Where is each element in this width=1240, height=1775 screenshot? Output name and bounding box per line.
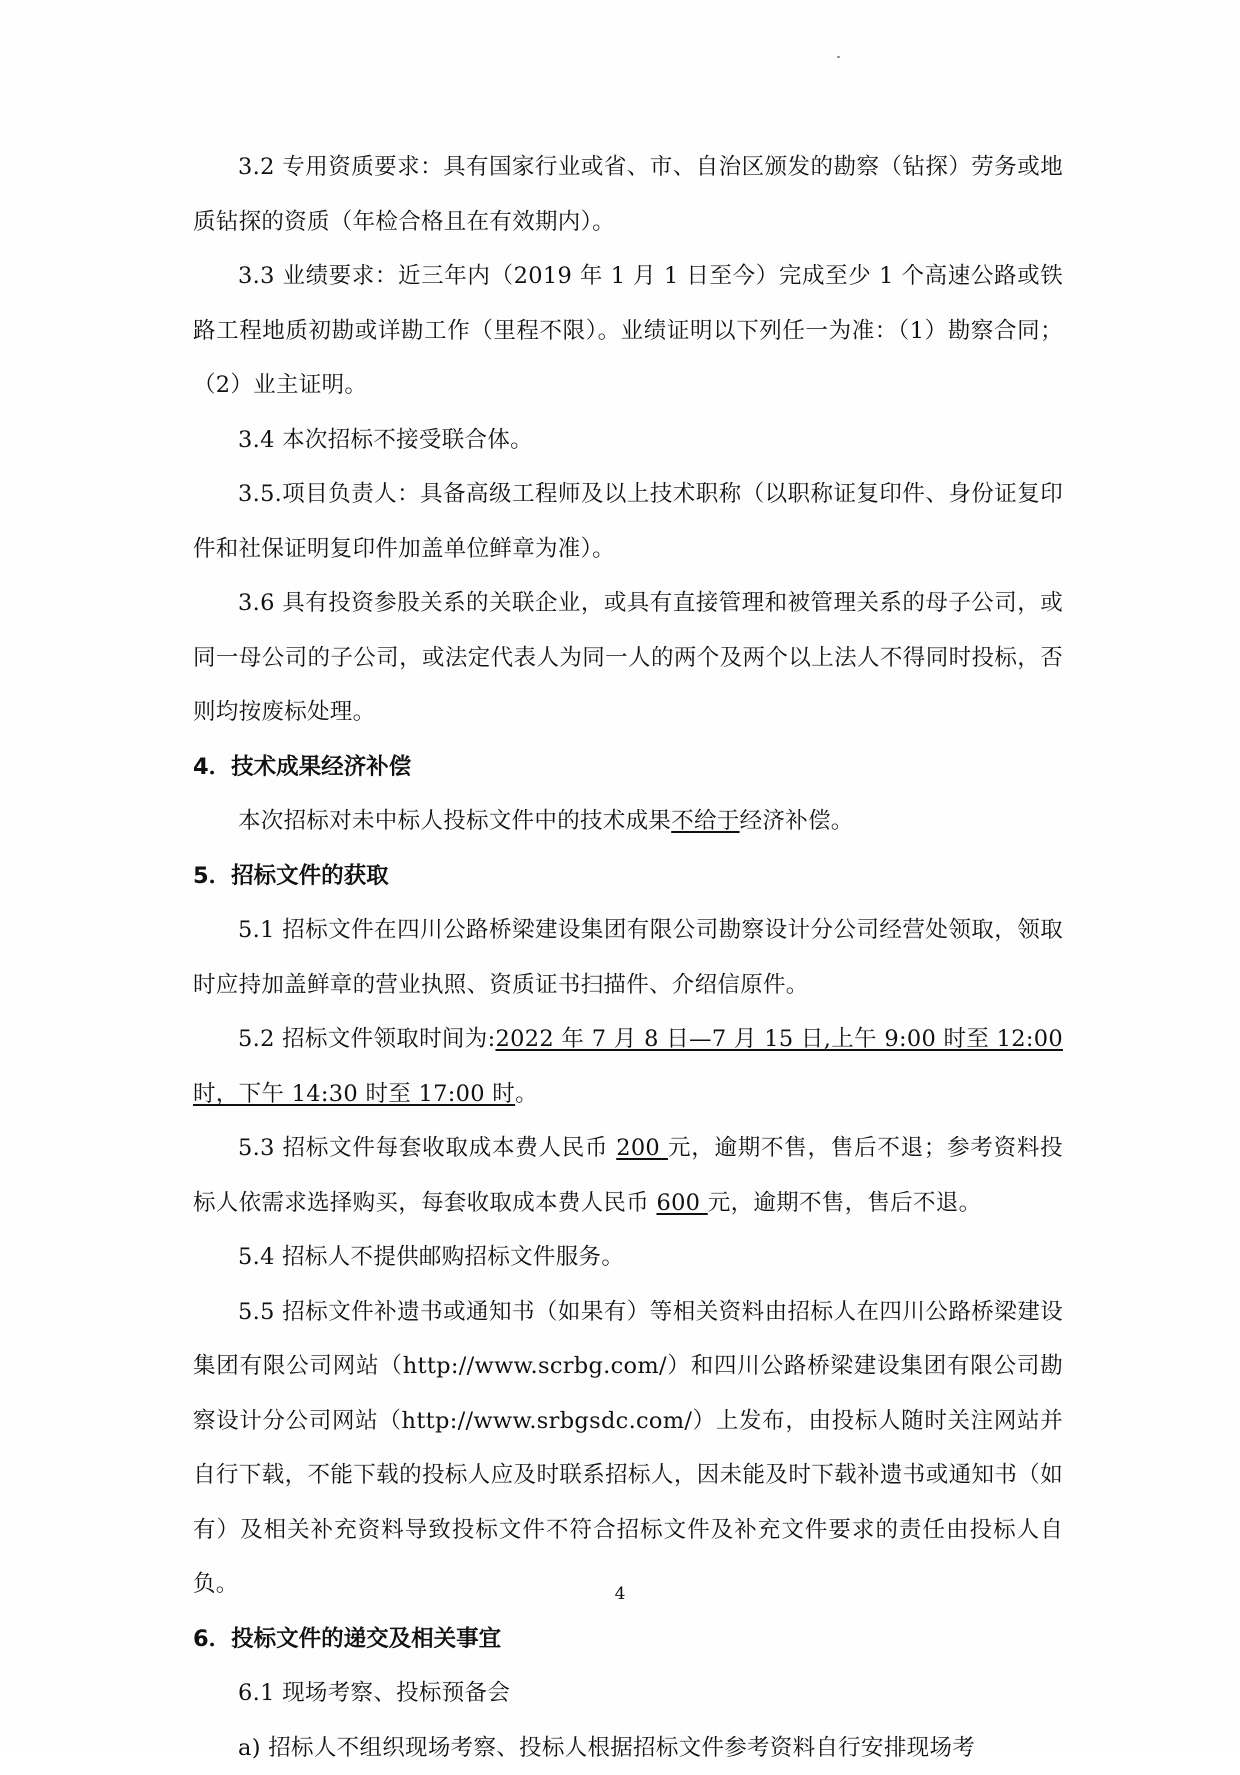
paragraph-5-3-text-a: 5.3 招标文件每套收取成本费人民币 [238,1135,616,1161]
paragraph-4 [193,794,1063,849]
paragraph-3-4: 3.4 本次招标不接受联合体。 [193,413,1063,468]
paragraph-5-5: 5.5 招标文件补遗书或通知书（如果有）等相关资料由招标人在四川公路桥梁建设集团有限公司网站（http://www.scrbg.com/）和四川公路桥梁建设集团有限公司勘察设计分公司网站（http://www.srbgsdc.com/）上发布，由投标人随时关注网站并自行下载，不能下载的投标人应及时联系招标人，因未能及时下载补遗书或通知书（如有）及相关补充资料导致投标文件不符合招标文件及补充文件要求的责任由投标人自负。 [193,1285,1063,1612]
paragraph-4-underlined: 不给于 [671,808,739,834]
paragraph-5-2 [193,1012,1063,1121]
page-number: 4 [0,1584,1240,1604]
paragraph-5-3-text-b: 元，逾期不售，售后不退；参考资料投标人依需求选择购买，每套收取成本费人民币 [193,1135,1063,1216]
paragraph-5-4: 5.4 招标人不提供邮购招标文件服务。 [193,1230,1063,1285]
paragraph-3-2: 3.2 专用资质要求：具有国家行业或省、市、自治区颁发的勘察（钻探）劳务或地质钻探的资质（年检合格且在有效期内）。 [193,140,1063,249]
paragraph-5-3-fee: 200 [616,1135,668,1161]
paragraph-5-3-text-c: 元，逾期不售，售后不退。 [708,1190,982,1216]
paragraph-5-1: 5.1 招标文件在四川公路桥梁建设集团有限公司勘察设计分公司经营处领取，领取时应持加盖鲜章的营业执照、资质证书扫描件、介绍信原件。 [193,903,1063,1012]
paragraph-4-text-b: 经济补偿。 [740,808,854,834]
paragraph-5-3-reference-fee: 600 [656,1190,707,1216]
paragraph-3-6: 3.6 具有投资参股关系的关联企业，或具有直接管理和被管理关系的母子公司，或同一母公司的子公司，或法定代表人为同一人的两个及两个以上法人不得同时投标，否则均按废标处理。 [193,576,1063,740]
scan-speck [837,56,840,58]
paragraph-6-a: a) 招标人不组织现场考察、投标人根据招标文件参考资料自行安排现场考 [193,1721,1063,1775]
section-heading-5: 5．招标文件的获取 [193,849,1063,904]
paragraph-3-5: 3.5.项目负责人：具备高级工程师及以上技术职称（以职称证复印件、身份证复印件和社保证明复印件加盖单位鲜章为准）。 [193,467,1063,576]
paragraph-6-1: 6.1 现场考察、投标预备会 [193,1666,1063,1721]
paragraph-5-2-time: 2022 年 7 月 8 日—7 月 15 日,上午 9:00 时至 12:00 时，下午 14:30 时至 17:00 时 [193,1026,1063,1107]
paragraph-3-3: 3.3 业绩要求：近三年内（2019 年 1 月 1 日至今）完成至少 1 个高速公路或铁路工程地质初勘或详勘工作（里程不限）。业绩证明以下列任一为准：（1）勘察合同；（2）业主证明。 [193,249,1063,413]
paragraph-5-2-text-a: 5.2 招标文件领取时间为: [238,1026,495,1052]
paragraph-4-text-a: 本次招标对未中标人投标文件中的技术成果 [238,808,671,834]
document-body [193,140,1063,1775]
section-heading-6: 6．投标文件的递交及相关事宜 [193,1612,1063,1667]
paragraph-5-2-text-b: 。 [515,1081,538,1107]
section-heading-4: 4．技术成果经济补偿 [193,740,1063,795]
paragraph-5-3 [193,1121,1063,1230]
